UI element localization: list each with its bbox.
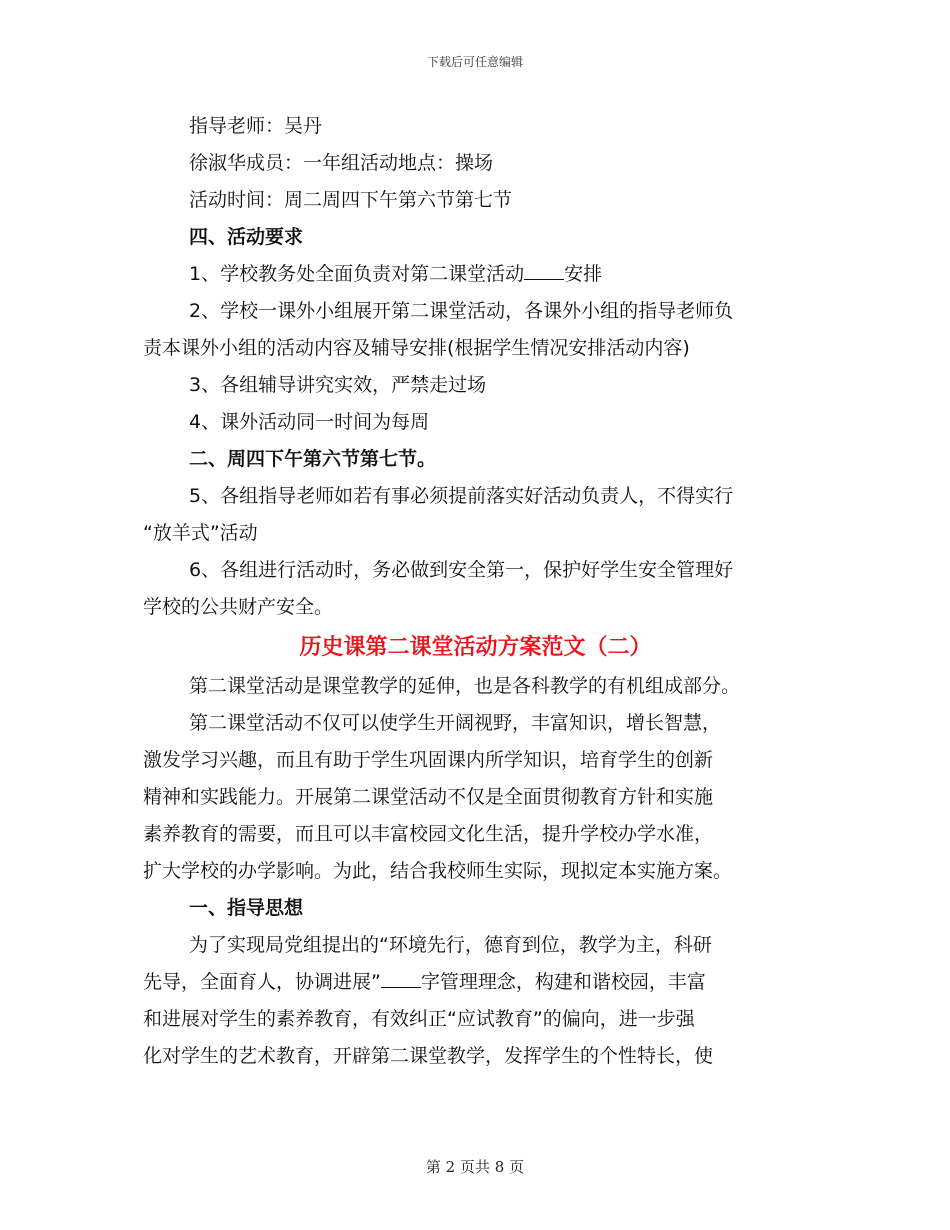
paragraph-line: [143, 964, 808, 1001]
paragraph-line: 5、各组指导老师如若有事必须提前落实好活动负责人，不得实行: [189, 485, 734, 507]
paragraph-line: 精神和实践能力。开展第二课堂活动不仅是全面贯彻教育方针和实施: [143, 786, 714, 808]
paragraph-line: 激发学习兴趣，而且有助于学生巩固课内所学知识，培育学生的创新: [143, 749, 714, 771]
paragraph-line: 第二课堂活动是课堂教学的延伸，也是各科教学的有机组成部分。: [189, 675, 741, 697]
paragraph-line: 4、课外活动同一时间为每周: [189, 411, 430, 433]
line-text: 安排: [564, 263, 603, 285]
paragraph-line: 第二课堂活动不仅可以使学生开阔视野，丰富知识，增长智慧，: [189, 712, 722, 734]
document-title: 历史课第二课堂活动方案范文（二）: [299, 635, 652, 660]
paragraph-line: 2、学校一课外小组展开第二课堂活动，各课外小组的指导老师负: [189, 300, 734, 322]
line-text: 字管理理念，构建和谐校园，丰富: [420, 971, 706, 993]
paragraph-line: 徐淑华成员：一年组活动地点：操场: [189, 152, 494, 174]
paragraph-line: 3、各组辅导讲究实效，严禁走过场: [189, 374, 487, 396]
paragraph-line: “放羊式”活动: [143, 522, 258, 544]
paragraph-line: 指导老师：吴丹: [189, 115, 323, 137]
paragraph-line: 扩大学校的办学影响。为此，结合我校师生实际，现拟定本实施方案。: [143, 860, 733, 882]
line-text: 先导，全面育人，协调进展”: [143, 971, 381, 993]
fill-blank: [524, 261, 564, 280]
paragraph-line: [143, 256, 808, 293]
document-body: [143, 108, 808, 1075]
page-header: 下载后可任意编辑: [426, 55, 523, 69]
paragraph-line: 活动时间：周二周四下午第六节第七节: [189, 189, 513, 211]
paragraph-line: 化对学生的艺术教育，开辟第二课堂教学，发挥学生的个性特长，使: [143, 1045, 714, 1067]
paragraph-line: 责本课外小组的活动内容及辅导安排(根据学生情况安排活动内容): [143, 337, 690, 359]
line-text: 1、学校教务处全面负责对第二课堂活动: [189, 263, 525, 285]
section-heading: 二、周四下午第六节第七节。: [189, 448, 437, 470]
paragraph-line: 学校的公共财产安全。: [143, 596, 334, 618]
paragraph-line: 素养教育的需要，而且可以丰富校园文化生活，提升学校办学水准，: [143, 823, 714, 845]
fill-blank: [381, 969, 421, 988]
section-heading: 一、指导思想: [189, 897, 304, 919]
paragraph-line: 6、各组进行活动时，务必做到安全第一，保护好学生安全管理好: [189, 559, 734, 581]
section-heading: 四、活动要求: [189, 226, 304, 248]
paragraph-line: 为了实现局党组提出的“环境先行，德育到位，教学为主，科研: [189, 934, 712, 956]
page-footer: 第 2 页共 8 页: [425, 1158, 525, 1176]
paragraph-line: 和进展对学生的素养教育，有效纠正“应试教育”的偏向，进一步强: [143, 1008, 695, 1030]
